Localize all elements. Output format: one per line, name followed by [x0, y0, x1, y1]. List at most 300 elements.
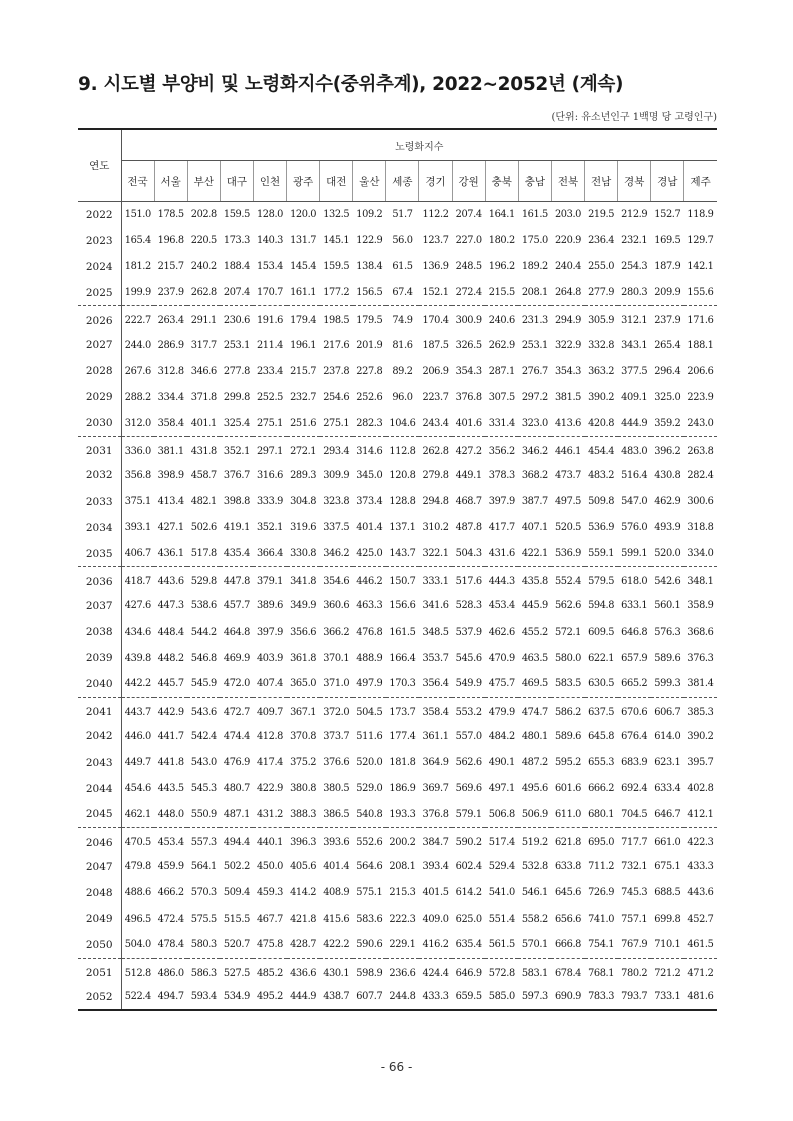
value-cell: 502.6 [190, 522, 217, 534]
value-cell: 291.1 [190, 315, 217, 327]
value-cell: 449.7 [124, 757, 151, 769]
value-cell: 409.0 [422, 913, 449, 925]
table-row [78, 436, 717, 462]
year-cell: 2029 [78, 384, 121, 410]
region-header: 대구 [220, 161, 253, 202]
value-cell: 227.0 [455, 235, 482, 247]
value-cell: 590.6 [353, 932, 386, 958]
value-cell: 540.8 [353, 802, 386, 828]
value-cell: 231.3 [521, 315, 548, 327]
value-cell: 494.7 [154, 984, 187, 1010]
value-cell: 243.4 [419, 410, 452, 436]
value-cell: 173.7 [389, 706, 416, 718]
page-title: 9. 시도별 부양비 및 노령화지수(중위추계), 2022~2052년 (계속) [78, 74, 624, 95]
value-cell: 580.0 [554, 652, 581, 664]
value-cell: 252.6 [356, 391, 383, 403]
value-cell: 425.0 [353, 541, 386, 567]
value-cell: 341.6 [422, 600, 449, 612]
value-cell: 439.8 [124, 652, 151, 664]
value-cell: 422.1 [518, 541, 551, 567]
value-cell: 142.1 [687, 261, 714, 273]
value-cell: 61.5 [392, 261, 413, 273]
value-cell: 397.9 [256, 626, 284, 638]
value-cell: 385.3 [687, 706, 714, 718]
value-cell: 233.4 [256, 365, 284, 377]
value-cell: 305.9 [588, 315, 615, 327]
value-cell: 415.6 [323, 913, 350, 925]
value-cell: 368.2 [521, 469, 548, 481]
value-cell: 403.9 [256, 652, 284, 664]
value-cell: 586.2 [554, 706, 581, 718]
value-cell: 170.4 [422, 315, 449, 327]
value-cell: 364.9 [422, 757, 449, 769]
value-cell: 579.1 [452, 802, 485, 828]
value-cell: 300.9 [455, 315, 482, 327]
value-cell: 237.9 [654, 315, 681, 327]
value-cell: 227.8 [356, 365, 383, 377]
value-cell: 543.6 [190, 706, 217, 718]
value-cell: 434.6 [124, 626, 151, 638]
year-cell: 2043 [78, 749, 121, 775]
value-cell: 683.9 [621, 757, 648, 769]
value-cell: 594.8 [588, 600, 615, 612]
value-cell: 585.0 [485, 984, 518, 1010]
value-cell: 188.1 [687, 339, 714, 351]
value-cell: 137.1 [389, 522, 416, 534]
value-cell: 276.7 [521, 365, 548, 377]
value-cell: 409.7 [256, 706, 284, 718]
value-cell: 646.7 [651, 802, 684, 828]
value-cell: 444.9 [618, 410, 651, 436]
value-cell: 445.9 [521, 600, 548, 612]
value-cell: 544.2 [190, 626, 217, 638]
value-cell: 132.5 [323, 209, 350, 221]
value-cell: 323.0 [518, 410, 551, 436]
value-cell: 398.8 [223, 496, 250, 508]
value-cell: 310.2 [422, 522, 449, 534]
value-cell: 294.8 [422, 496, 449, 508]
value-cell: 179.4 [290, 315, 317, 327]
value-cell: 446.0 [124, 730, 151, 742]
value-cell: 630.5 [585, 671, 618, 697]
value-cell: 375.2 [290, 757, 317, 769]
value-cell: 181.2 [124, 261, 151, 273]
region-header: 경기 [419, 161, 452, 202]
value-cell: 409.1 [621, 391, 648, 403]
value-cell: 428.7 [287, 932, 320, 958]
value-cell: 346.6 [190, 365, 217, 377]
value-cell: 359.2 [651, 410, 684, 436]
value-cell: 538.6 [190, 600, 217, 612]
value-cell: 599.1 [618, 541, 651, 567]
year-cell: 2039 [78, 645, 121, 671]
value-cell: 520.0 [651, 541, 684, 567]
value-cell: 517.8 [187, 541, 220, 567]
value-cell: 488.9 [356, 652, 383, 664]
table-row [78, 489, 717, 515]
value-cell: 443.6 [687, 887, 714, 899]
year-cell: 2026 [78, 306, 121, 332]
value-cell: 401.6 [452, 410, 485, 436]
value-cell: 200.2 [389, 837, 416, 849]
value-cell: 207.4 [220, 280, 253, 306]
value-cell: 536.9 [551, 541, 584, 567]
table-row [78, 906, 717, 932]
value-cell: 356.2 [488, 445, 515, 457]
value-cell: 710.1 [651, 932, 684, 958]
year-cell: 2033 [78, 489, 121, 515]
value-cell: 768.1 [588, 967, 615, 979]
value-cell: 333.9 [256, 496, 284, 508]
table-row [78, 280, 717, 306]
value-cell: 275.1 [253, 410, 286, 436]
value-cell: 576.0 [621, 522, 648, 534]
value-cell: 96.0 [392, 391, 413, 403]
value-cell: 112.8 [389, 445, 416, 457]
value-cell: 354.3 [554, 365, 581, 377]
value-cell: 474.7 [521, 706, 548, 718]
value-cell: 181.8 [389, 757, 416, 769]
value-cell: 438.7 [320, 984, 353, 1010]
value-cell: 381.4 [684, 671, 717, 697]
value-cell: 401.4 [356, 522, 383, 534]
value-cell: 193.3 [386, 802, 419, 828]
value-cell: 690.9 [551, 984, 584, 1010]
table-row [78, 958, 717, 984]
value-cell: 332.8 [588, 339, 615, 351]
table-row [78, 202, 717, 228]
year-cell: 2042 [78, 723, 121, 749]
value-cell: 395.7 [687, 757, 714, 769]
value-cell: 386.5 [320, 802, 353, 828]
region-header: 경북 [618, 161, 651, 202]
value-cell: 607.7 [353, 984, 386, 1010]
table-row [78, 515, 717, 541]
value-cell: 493.9 [654, 522, 681, 534]
value-cell: 487.8 [455, 522, 482, 534]
value-cell: 495.6 [521, 783, 548, 795]
value-cell: 252.5 [256, 391, 284, 403]
value-cell: 405.6 [290, 861, 317, 873]
value-cell: 711.2 [588, 861, 615, 873]
value-cell: 153.4 [256, 261, 284, 273]
value-cell: 288.2 [124, 391, 151, 403]
value-cell: 783.3 [585, 984, 618, 1010]
year-cell: 2028 [78, 358, 121, 384]
value-cell: 443.6 [157, 576, 184, 588]
value-cell: 675.1 [654, 861, 681, 873]
value-cell: 354.3 [455, 365, 482, 377]
value-cell: 504.0 [121, 932, 154, 958]
value-cell: 562.6 [554, 600, 581, 612]
value-cell: 494.4 [223, 837, 250, 849]
aging-index-table [78, 128, 717, 1011]
table-row [78, 932, 717, 958]
value-cell: 397.9 [488, 496, 515, 508]
value-cell: 143.7 [386, 541, 419, 567]
value-cell: 267.6 [124, 365, 151, 377]
year-cell: 2049 [78, 906, 121, 932]
value-cell: 422.3 [687, 837, 714, 849]
region-header: 전남 [585, 161, 618, 202]
value-cell: 244.0 [124, 339, 151, 351]
value-cell: 520.0 [356, 757, 383, 769]
value-cell: 282.4 [687, 469, 714, 481]
value-cell: 196.2 [488, 261, 515, 273]
value-cell: 396.2 [654, 445, 681, 457]
value-cell: 476.8 [356, 626, 383, 638]
value-cell: 325.4 [220, 410, 253, 436]
value-cell: 358.4 [422, 706, 449, 718]
value-cell: 431.6 [485, 541, 518, 567]
value-cell: 413.6 [551, 410, 584, 436]
year-cell: 2038 [78, 619, 121, 645]
value-cell: 427.6 [124, 600, 151, 612]
value-cell: 655.3 [588, 757, 615, 769]
value-cell: 534.9 [220, 984, 253, 1010]
value-cell: 413.4 [157, 496, 184, 508]
value-cell: 659.5 [452, 984, 485, 1010]
table-row [78, 776, 717, 802]
value-cell: 433.3 [419, 984, 452, 1010]
value-cell: 155.6 [684, 280, 717, 306]
value-cell: 356.4 [419, 671, 452, 697]
value-cell: 255.0 [588, 261, 615, 273]
value-cell: 461.5 [684, 932, 717, 958]
value-cell: 497.9 [353, 671, 386, 697]
year-cell: 2035 [78, 541, 121, 567]
value-cell: 401.1 [187, 410, 220, 436]
value-cell: 309.9 [323, 469, 350, 481]
value-cell: 372.0 [323, 706, 350, 718]
year-cell: 2036 [78, 567, 121, 593]
value-cell: 282.3 [353, 410, 386, 436]
value-cell: 208.1 [518, 280, 551, 306]
value-cell: 349.9 [290, 600, 317, 612]
value-cell: 476.9 [223, 757, 250, 769]
value-cell: 390.2 [588, 391, 615, 403]
value-cell: 414.2 [290, 887, 317, 899]
value-cell: 589.6 [554, 730, 581, 742]
value-cell: 430.8 [654, 469, 681, 481]
value-cell: 138.4 [356, 261, 383, 273]
value-cell: 407.4 [253, 671, 286, 697]
value-cell: 479.8 [124, 861, 151, 873]
value-cell: 240.6 [488, 315, 515, 327]
value-cell: 551.4 [488, 913, 515, 925]
value-cell: 443.5 [157, 783, 184, 795]
value-cell: 645.6 [554, 887, 581, 899]
value-cell: 196.8 [157, 235, 184, 247]
value-cell: 575.1 [356, 887, 383, 899]
value-cell: 286.9 [157, 339, 184, 351]
value-cell: 263.4 [157, 315, 184, 327]
value-cell: 376.6 [323, 757, 350, 769]
value-cell: 322.1 [419, 541, 452, 567]
value-cell: 517.4 [488, 837, 515, 849]
value-cell: 661.0 [654, 837, 681, 849]
value-cell: 471.2 [687, 967, 714, 979]
value-cell: 128.0 [256, 209, 284, 221]
region-header: 충남 [518, 161, 551, 202]
value-cell: 557.0 [455, 730, 482, 742]
value-cell: 169.5 [654, 235, 681, 247]
value-cell: 454.4 [588, 445, 615, 457]
value-cell: 381.5 [554, 391, 581, 403]
value-cell: 553.2 [455, 706, 482, 718]
value-cell: 264.8 [551, 280, 584, 306]
value-cell: 601.6 [554, 783, 581, 795]
value-cell: 222.3 [389, 913, 416, 925]
value-cell: 373.7 [323, 730, 350, 742]
value-cell: 470.9 [488, 652, 515, 664]
value-cell: 380.8 [290, 783, 317, 795]
value-cell: 402.8 [687, 783, 714, 795]
value-cell: 219.5 [588, 209, 615, 221]
value-cell: 520.5 [554, 522, 581, 534]
value-cell: 199.9 [121, 280, 154, 306]
value-cell: 173.3 [223, 235, 250, 247]
value-cell: 576.3 [654, 626, 681, 638]
value-cell: 112.2 [422, 209, 449, 221]
value-cell: 424.4 [422, 967, 449, 979]
value-cell: 244.8 [386, 984, 419, 1010]
value-cell: 589.6 [654, 652, 681, 664]
year-cell: 2044 [78, 776, 121, 802]
value-cell: 81.6 [392, 339, 413, 351]
value-cell: 436.6 [290, 967, 317, 979]
value-cell: 175.0 [521, 235, 548, 247]
value-cell: 621.8 [554, 837, 581, 849]
value-cell: 417.7 [488, 522, 515, 534]
table-row [78, 410, 717, 436]
value-cell: 564.1 [190, 861, 217, 873]
value-cell: 377.5 [621, 365, 648, 377]
value-cell: 560.1 [654, 600, 681, 612]
value-cell: 373.4 [356, 496, 383, 508]
value-cell: 322.9 [554, 339, 581, 351]
value-cell: 519.2 [521, 837, 548, 849]
value-cell: 529.4 [488, 861, 515, 873]
value-cell: 459.3 [256, 887, 284, 899]
value-cell: 546.1 [521, 887, 548, 899]
value-cell: 575.5 [190, 913, 217, 925]
year-cell: 2051 [78, 958, 121, 984]
table-row [78, 384, 717, 410]
value-cell: 754.1 [585, 932, 618, 958]
value-cell: 481.6 [684, 984, 717, 1010]
value-cell: 657.9 [621, 652, 648, 664]
value-cell: 215.5 [485, 280, 518, 306]
value-cell: 123.7 [422, 235, 449, 247]
value-cell: 419.1 [223, 522, 250, 534]
value-cell: 380.5 [323, 783, 350, 795]
value-cell: 358.4 [154, 410, 187, 436]
year-column-header: 연도 [78, 129, 121, 202]
year-cell: 2037 [78, 593, 121, 619]
value-cell: 203.0 [554, 209, 581, 221]
value-cell: 552.6 [356, 837, 383, 849]
value-cell: 170.7 [253, 280, 286, 306]
value-cell: 467.7 [256, 913, 284, 925]
value-cell: 483.2 [588, 469, 615, 481]
value-cell: 633.4 [654, 783, 681, 795]
table-body [78, 202, 717, 1011]
value-cell: 430.1 [323, 967, 350, 979]
value-cell: 497.1 [488, 783, 515, 795]
value-cell: 253.1 [223, 339, 250, 351]
value-cell: 337.5 [323, 522, 350, 534]
value-cell: 407.1 [521, 522, 548, 534]
value-cell: 393.4 [422, 861, 449, 873]
value-cell: 171.6 [687, 315, 714, 327]
value-cell: 475.7 [485, 671, 518, 697]
value-cell: 590.2 [455, 837, 482, 849]
value-cell: 699.8 [654, 913, 681, 925]
value-cell: 354.6 [323, 576, 350, 588]
value-cell: 545.9 [187, 671, 220, 697]
value-cell: 122.9 [356, 235, 383, 247]
table-row [78, 228, 717, 254]
value-cell: 726.9 [588, 887, 615, 899]
value-cell: 376.7 [223, 469, 250, 481]
value-cell: 212.9 [621, 209, 648, 221]
value-cell: 572.8 [488, 967, 515, 979]
region-header: 인천 [253, 161, 286, 202]
value-cell: 496.5 [124, 913, 151, 925]
value-cell: 522.4 [121, 984, 154, 1010]
value-cell: 207.4 [455, 209, 482, 221]
year-cell: 2024 [78, 254, 121, 280]
year-cell: 2032 [78, 462, 121, 488]
value-cell: 136.9 [422, 261, 449, 273]
value-cell: 330.8 [287, 541, 320, 567]
value-cell: 550.9 [187, 802, 220, 828]
value-cell: 506.8 [485, 802, 518, 828]
value-cell: 254.6 [323, 391, 350, 403]
page-number: - 66 - [380, 1060, 413, 1074]
value-cell: 236.4 [588, 235, 615, 247]
value-cell: 448.0 [154, 802, 187, 828]
value-cell: 562.6 [455, 757, 482, 769]
value-cell: 120.8 [389, 469, 416, 481]
value-cell: 396.3 [290, 837, 317, 849]
value-cell: 243.0 [684, 410, 717, 436]
value-cell: 240.2 [190, 261, 217, 273]
table-row [78, 802, 717, 828]
value-cell: 118.9 [687, 209, 714, 221]
value-cell: 145.1 [323, 235, 350, 247]
value-cell: 444.9 [287, 984, 320, 1010]
table-row [78, 828, 717, 854]
value-cell: 363.2 [588, 365, 615, 377]
value-cell: 348.5 [422, 626, 449, 638]
value-cell: 545.3 [190, 783, 217, 795]
year-cell: 2040 [78, 671, 121, 697]
table-row [78, 332, 717, 358]
value-cell: 542.6 [654, 576, 681, 588]
value-cell: 104.6 [386, 410, 419, 436]
value-cell: 721.2 [654, 967, 681, 979]
value-cell: 312.0 [121, 410, 154, 436]
value-cell: 431.8 [190, 445, 217, 457]
value-cell: 381.1 [157, 445, 184, 457]
value-cell: 325.0 [654, 391, 681, 403]
value-cell: 479.9 [488, 706, 515, 718]
value-cell: 262.9 [488, 339, 515, 351]
value-cell: 318.8 [687, 522, 714, 534]
value-cell: 300.6 [687, 496, 714, 508]
